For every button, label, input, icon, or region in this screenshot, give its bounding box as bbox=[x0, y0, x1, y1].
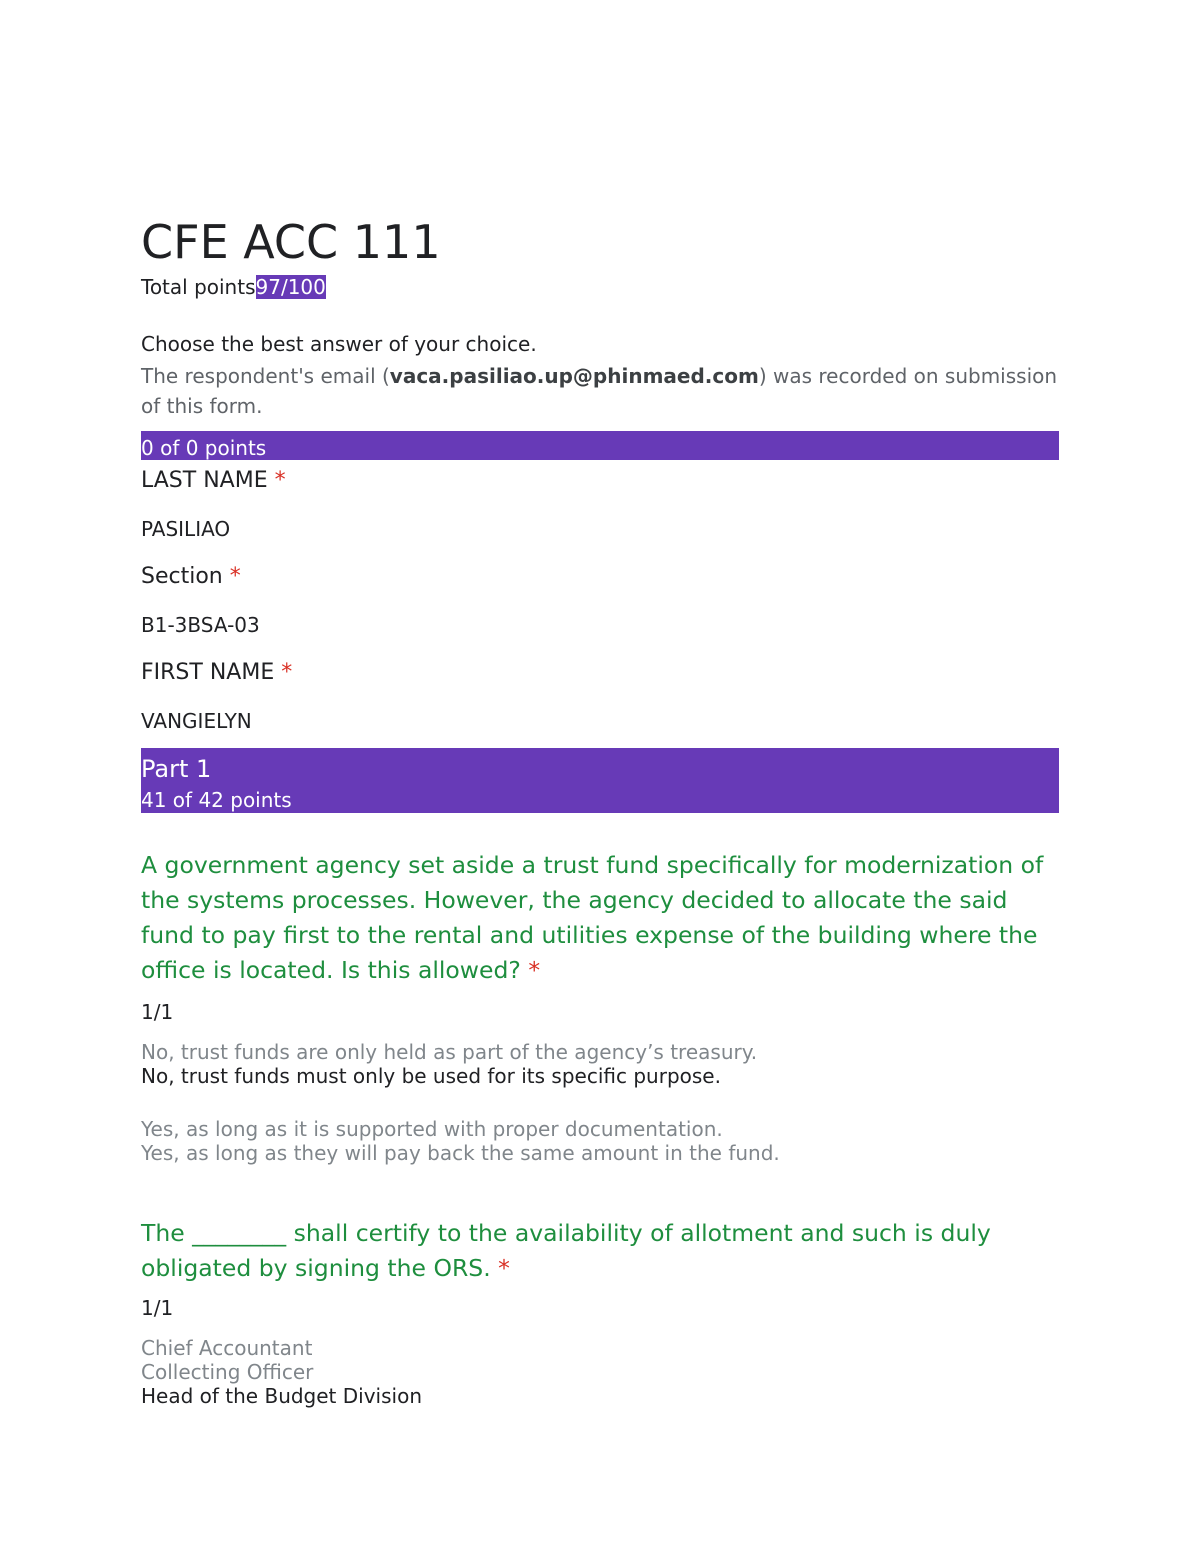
question-1-option-3: Yes, as long as it is supported with proper documentation. bbox=[141, 1117, 723, 1141]
email-note-prefix: The respondent's email ( bbox=[141, 364, 390, 388]
question-1-text bbox=[141, 848, 1059, 988]
field-label-last-name bbox=[141, 467, 286, 495]
form-instructions: Choose the best answer of your choice. bbox=[141, 332, 537, 356]
field-label-section bbox=[141, 563, 241, 591]
section-title: Part 1 bbox=[141, 755, 212, 783]
question-text: The ________ shall certify to the availability of allotment and such is duly obligated by signing the ORS. bbox=[141, 1219, 991, 1282]
field-label-first-name bbox=[141, 659, 292, 687]
required-asterisk: * bbox=[274, 468, 286, 493]
question-2-option-3-selected: Head of the Budget Division bbox=[141, 1384, 422, 1408]
question-1-option-2-selected: No, trust funds must only be used for its specific purpose. bbox=[141, 1064, 721, 1088]
field-value-section: B1-3BSA-03 bbox=[141, 613, 260, 637]
field-label-text: LAST NAME bbox=[141, 468, 268, 493]
field-label-text: Section bbox=[141, 564, 223, 589]
email-recorded-note bbox=[141, 361, 1059, 421]
required-asterisk: * bbox=[528, 956, 541, 984]
question-2-option-2: Collecting Officer bbox=[141, 1360, 314, 1384]
question-1-option-4: Yes, as long as they will pay back the same amount in the fund. bbox=[141, 1141, 780, 1165]
question-2-score: 1/1 bbox=[141, 1296, 174, 1320]
email-note-suffix: ) was recorded on submission of this form. bbox=[141, 364, 1058, 418]
field-value-first-name: VANGIELYN bbox=[141, 709, 252, 733]
total-points-line bbox=[141, 274, 326, 300]
required-asterisk: * bbox=[229, 564, 241, 589]
question-2-option-1: Chief Accountant bbox=[141, 1336, 313, 1360]
section-points: 41 of 42 points bbox=[141, 788, 292, 812]
field-value-last-name: PASILIAO bbox=[141, 517, 231, 541]
section-header-part-1 bbox=[141, 748, 1059, 813]
section-header-info bbox=[141, 431, 1059, 460]
respondent-email: vaca.pasiliao.up@phinmaed.com bbox=[389, 364, 759, 388]
question-2-text bbox=[141, 1216, 1059, 1286]
question-1-option-1: No, trust funds are only held as part of the agency’s treasury. bbox=[141, 1040, 758, 1064]
required-asterisk: * bbox=[498, 1254, 510, 1282]
question-text: A government agency set aside a trust fund specifically for modernization of the systems processes. However, the agency decided to allocate the said fund to pay first to the rental and utilities expense of the building where the office is located. Is this allowed? bbox=[141, 851, 1044, 984]
section-points: 0 of 0 points bbox=[141, 436, 267, 460]
field-label-text: FIRST NAME bbox=[141, 660, 275, 685]
total-points-label: Total points bbox=[141, 275, 256, 299]
form-title: CFE ACC 111 bbox=[141, 215, 441, 269]
question-1-score: 1/1 bbox=[141, 1000, 174, 1024]
total-points-badge: 97/100 bbox=[255, 275, 326, 299]
required-asterisk: * bbox=[281, 660, 293, 685]
